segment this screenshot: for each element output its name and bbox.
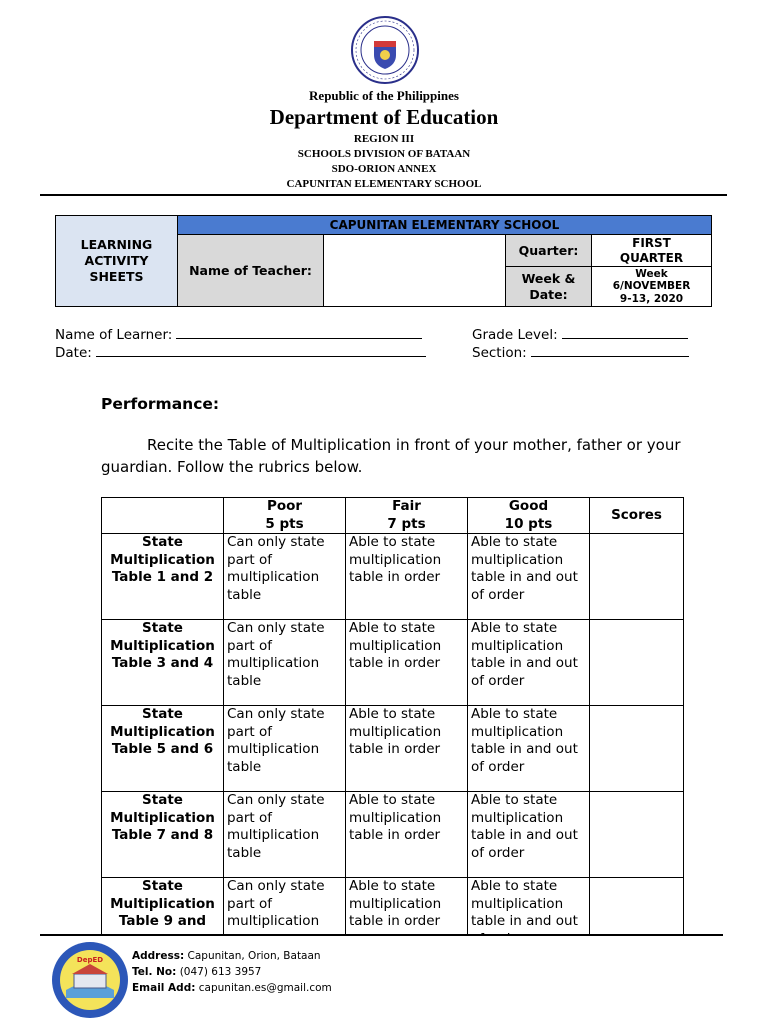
criterion-cell: State Multiplication Table 5 and 6 (102, 706, 224, 792)
rubric-header-criterion (102, 498, 224, 534)
header-name: Fair (392, 498, 421, 514)
good-cell: Able to state multiplication table in and out of order (468, 620, 590, 706)
republic-heading: Republic of the Philippines (309, 88, 459, 103)
region-heading: REGION III (353, 133, 415, 145)
score-cell[interactable] (590, 620, 684, 706)
footer-address: Address: Capunitan, Orion, Bataan (132, 950, 321, 962)
week-value-line-3: 9-13, 2020 (619, 292, 684, 305)
las-line-1: LEARNING (80, 237, 153, 252)
learner-name-label: Name of Learner: (55, 327, 173, 343)
grade-field[interactable] (562, 325, 688, 339)
poor-cell: Can only state part of multiplication (224, 878, 346, 964)
criterion-cell: State Multiplication Table 9 and (102, 878, 224, 964)
footer-divider (40, 934, 723, 936)
table-row (102, 620, 684, 706)
rubric-header-poor (224, 498, 346, 534)
section-row (472, 343, 689, 361)
date-label: Date: (55, 345, 92, 361)
week-label-line-2: Date: (529, 286, 568, 302)
header-points: 5 pts (265, 515, 304, 532)
fair-cell: Able to state multiplication table in order (346, 878, 468, 964)
fair-cell: Able to state multiplication table in order (346, 534, 468, 620)
info-box (55, 215, 712, 307)
instruction-text: Recite the Table of Multiplication in front of your mother, father or your guardian. Follow the rubrics below. (101, 436, 681, 476)
criterion-cell: State Multiplication Table 7 and 8 (102, 792, 224, 878)
department-heading: Department of Education (269, 105, 499, 129)
section-field[interactable] (531, 343, 689, 357)
deped-seal-logo (350, 15, 420, 85)
week-label (505, 266, 592, 307)
section-label: Section: (472, 345, 527, 361)
school-banner: CAPUNITAN ELEMENTARY SCHOOL (177, 215, 712, 235)
score-cell[interactable] (590, 792, 684, 878)
header-points: 10 pts (504, 515, 553, 532)
las-line-2: ACTIVITY (84, 253, 149, 268)
good-cell: Able to state multiplication table in and out (468, 878, 590, 964)
performance-heading: Performance: (101, 395, 220, 413)
quarter-value-line-1: FIRST (632, 235, 671, 250)
header-points: 7 pts (387, 515, 426, 532)
table-row (102, 792, 684, 878)
quarter-value (591, 234, 712, 267)
school-logo (50, 940, 130, 1020)
grade-row (472, 325, 688, 343)
good-cell: Able to state multiplication table in and out of order (468, 792, 590, 878)
quarter-value-line-2: QUARTER (619, 250, 684, 265)
header-name: Good (508, 498, 549, 514)
table-row (102, 706, 684, 792)
header-name: Poor (266, 498, 303, 514)
criterion-cell: State Multiplication Table 1 and 2 (102, 534, 224, 620)
quarter-label: Quarter: (505, 234, 592, 267)
school-heading: CAPUNITAN ELEMENTARY SCHOOL (286, 178, 482, 190)
poor-cell: Can only state part of multiplication table (224, 706, 346, 792)
header-divider (40, 194, 727, 196)
good-cell: Able to state multiplication table in and out of order (468, 534, 590, 620)
poor-cell: Can only state part of multiplication table (224, 620, 346, 706)
division-heading: SCHOOLS DIVISION OF BATAAN (297, 148, 471, 160)
good-cell: Able to state multiplication table in and out of order (468, 706, 590, 792)
week-label-line-1: Week & (521, 270, 576, 286)
score-cell[interactable] (590, 706, 684, 792)
rubric-header-scores (590, 498, 684, 534)
table-row (102, 534, 684, 620)
date-field[interactable] (96, 343, 426, 357)
teacher-field[interactable] (323, 234, 506, 307)
rubric-header-row (102, 498, 684, 534)
grade-label: Grade Level: (472, 327, 558, 343)
criterion-cell: State Multiplication Table 3 and 4 (102, 620, 224, 706)
teacher-label: Name of Teacher: (177, 234, 324, 307)
week-value-line-2: 6/NOVEMBER (612, 280, 691, 293)
week-value-line-1: Week (635, 267, 668, 280)
footer-contact (132, 948, 332, 996)
rubric-header-good (468, 498, 590, 534)
svg-text:DepED: DepED (76, 956, 104, 964)
header-name: Scores (611, 506, 662, 523)
score-cell[interactable] (590, 534, 684, 620)
fair-cell: Able to state multiplication table in order (346, 792, 468, 878)
rubric-header-fair (346, 498, 468, 534)
las-cell (55, 215, 178, 307)
rubric-table (101, 497, 684, 964)
las-line-3: SHEETS (89, 269, 144, 284)
week-value (591, 266, 712, 307)
sdo-heading: SDO-ORION ANNEX (331, 163, 437, 175)
footer-email[interactable]: Email Add: capunitan.es@gmail.com (132, 982, 332, 994)
learner-name-row (55, 325, 422, 343)
footer-tel: Tel. No: (047) 613 3957 (132, 966, 262, 978)
fair-cell: Able to state multiplication table in order (346, 706, 468, 792)
fair-cell: Able to state multiplication table in order (346, 620, 468, 706)
learner-name-field[interactable] (176, 325, 422, 339)
date-row (55, 343, 426, 361)
poor-cell: Can only state part of multiplication table (224, 534, 346, 620)
poor-cell: Can only state part of multiplication table (224, 792, 346, 878)
